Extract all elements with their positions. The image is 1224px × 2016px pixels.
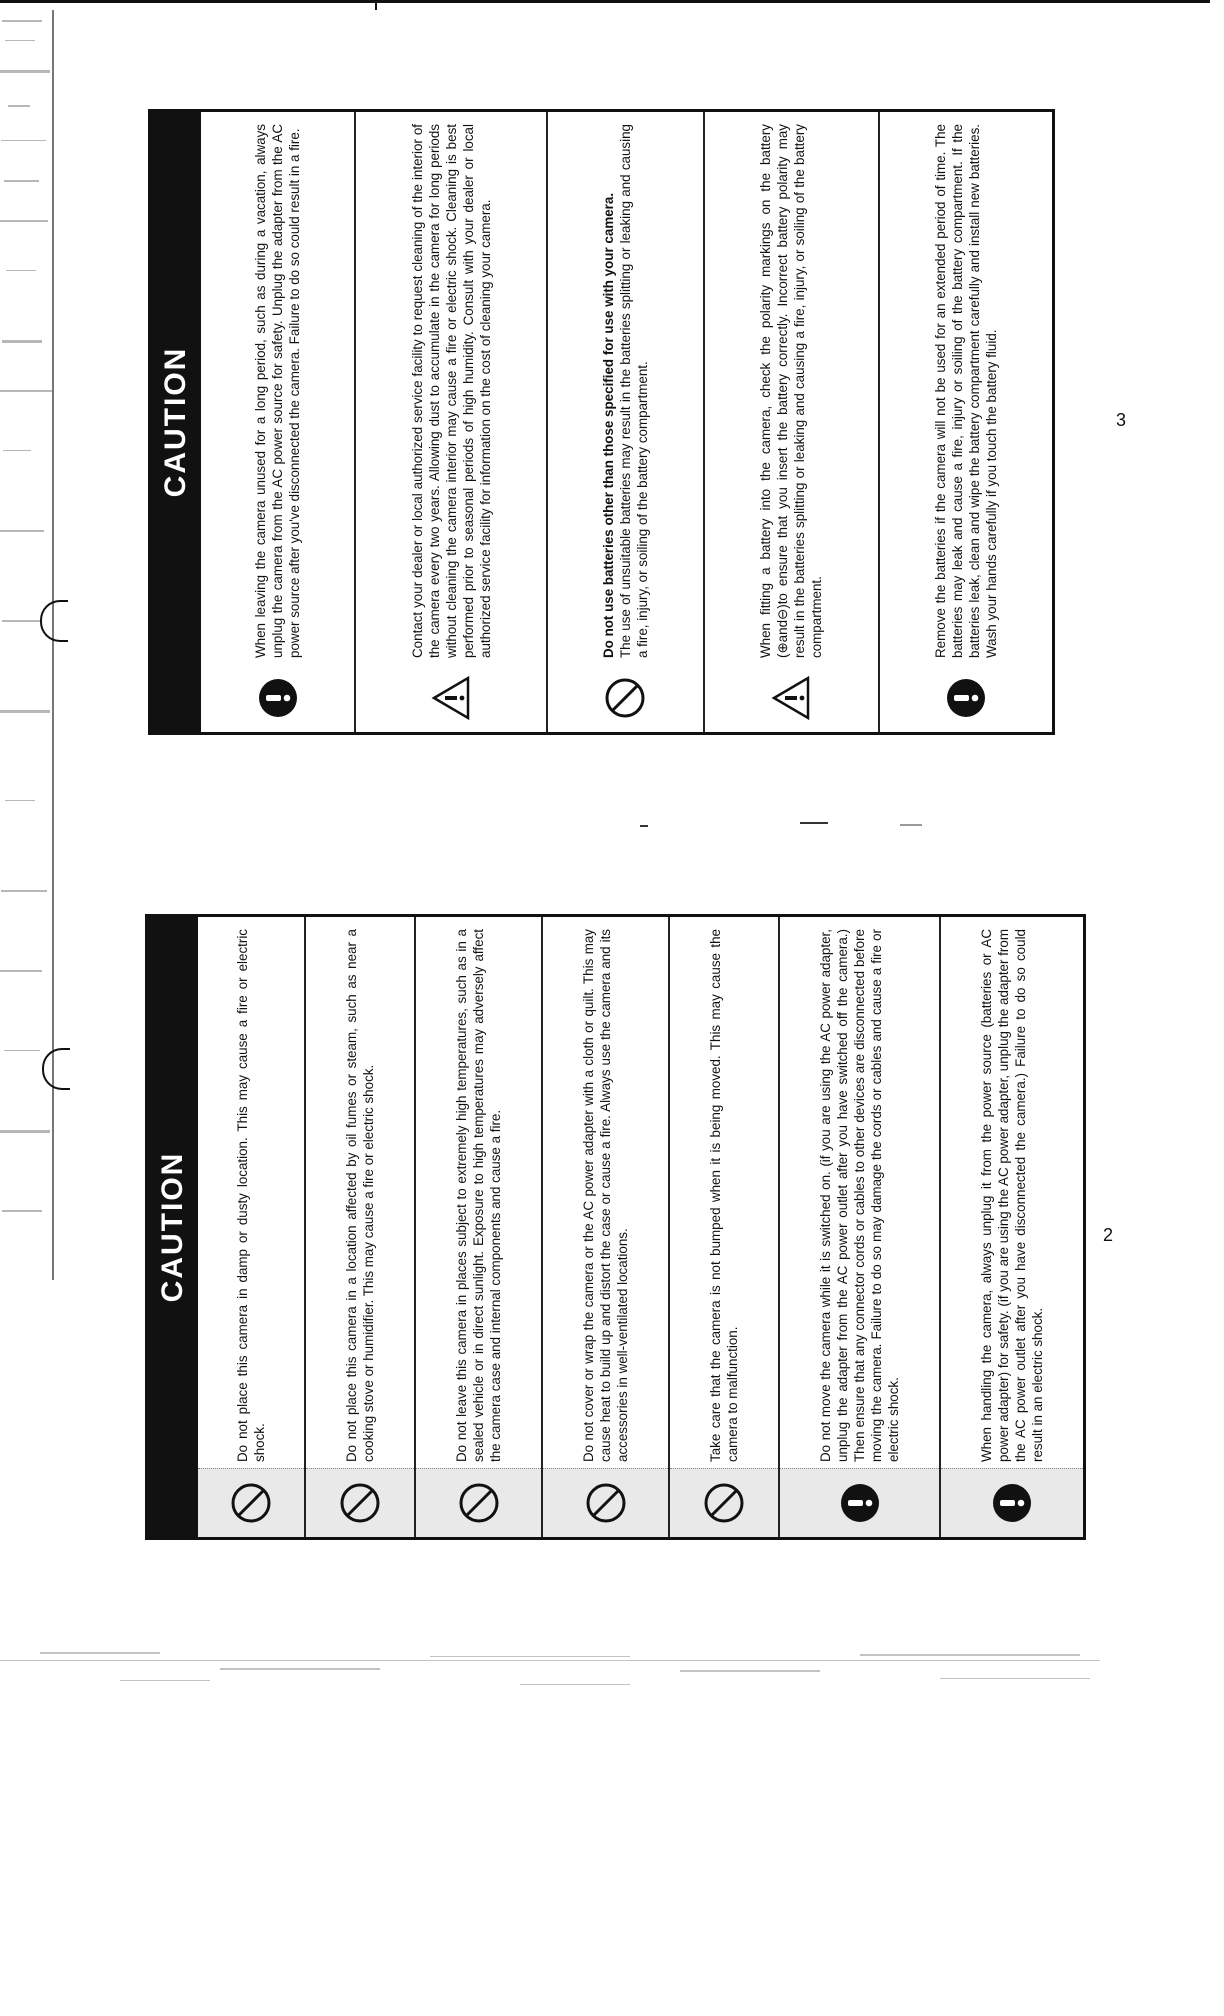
caution-text — [242, 112, 313, 664]
prohibition-icon — [603, 676, 647, 720]
caution-body-text: When leaving the camera unused for a long period, such as during a vacation, always unplug the camera from the AC power source for safety. Unplug the adapter from the AC power source after you've disconnected the camera. Failure to do so could result in a fire. — [253, 124, 303, 658]
caution-box — [145, 914, 1086, 1540]
caution-body-text: Do not move the camera while it is switched on. (if you are using the AC power adapter, unplug the adapter from the AC power outlet after you have switched off the camera.) Then ensure that any connector cords or cables to other devices are disconnected before moving the camera. Failure to do so may damage the cords or cables and cause a fire or electric shock. — [818, 929, 901, 1462]
mandatory-action-icon — [945, 677, 987, 719]
caution-text — [968, 917, 1056, 1468]
prohibition-icon — [548, 664, 703, 732]
right-manual-page — [148, 100, 1053, 735]
caution-text — [570, 917, 641, 1468]
caution-text — [590, 112, 661, 664]
caution-item — [198, 917, 304, 1537]
caution-text — [333, 917, 387, 1468]
caution-item — [939, 917, 1083, 1537]
top-border-tick — [375, 0, 377, 10]
caution-text — [224, 917, 278, 1468]
caution-body-text: Do not place this camera in damp or dusty location. This may cause a fire or electric shock. — [235, 929, 267, 1462]
prohibition-icon — [306, 1468, 414, 1537]
page-number: 3 — [1116, 410, 1127, 430]
mandatory-action-icon — [880, 664, 1052, 732]
prohibition-icon — [457, 1481, 501, 1525]
warning-triangle-icon — [356, 664, 545, 732]
prohibition-icon — [670, 1468, 778, 1537]
caution-text — [399, 112, 504, 664]
warning-triangle-icon — [431, 675, 471, 721]
caution-text — [443, 917, 514, 1468]
caution-text — [807, 917, 912, 1468]
prohibition-icon — [416, 1468, 541, 1537]
prohibition-icon — [584, 1481, 628, 1525]
prohibition-icon — [338, 1481, 382, 1525]
top-border-line — [0, 0, 1210, 3]
warning-triangle-icon — [705, 664, 877, 732]
caution-body-text: When fitting a battery into the camera, check the polarity markings on the battery (⊕and⊖)to ensure that you insert the battery correctly. Incorrect battery polarity may result in the batteries splitting or leaking and causing a fire, injury, or soiling of the battery compartment. — [758, 124, 825, 658]
prohibition-icon — [543, 1468, 668, 1537]
caution-box — [148, 109, 1055, 735]
warning-triangle-icon — [771, 675, 811, 721]
mandatory-action-icon — [941, 1468, 1083, 1537]
mandatory-action-icon — [780, 1468, 939, 1537]
scan-mark — [640, 825, 648, 827]
caution-item — [703, 112, 877, 732]
caution-item — [878, 112, 1052, 732]
caution-item — [541, 917, 668, 1537]
caution-item — [304, 917, 414, 1537]
scan-noise-left — [0, 10, 60, 1280]
caution-heading: CAUTION — [148, 917, 198, 1537]
caution-body-text: Take care that the camera is not bumped when it is being moved. This may cause the camera to malfunction. — [708, 929, 740, 1462]
mandatory-action-icon — [257, 677, 299, 719]
caution-item — [778, 917, 939, 1537]
caution-body-text: Do not leave this camera in places subject to extremely high temperatures, such as in a sealed vehicle or in direct sunlight. Exposure to high temperatures may adversely affect the camera case and internal components and cause a fire. — [454, 929, 503, 1462]
caution-body-text: Do not cover or wrap the camera or the AC power adapter with a cloth or quilt. This may cause heat to build up and distort the case or cause a fire. Always use the camera and its accessories in well-ventilated locations. — [581, 929, 630, 1462]
caution-item — [546, 112, 703, 732]
scan-mark — [800, 822, 828, 824]
caution-item — [668, 917, 778, 1537]
caution-body-text: The use of unsuitable batteries may result in the batteries splitting or leaking and causing a fire, injury, or soiling of the battery compartment. — [617, 124, 650, 658]
caution-text — [697, 917, 751, 1468]
caution-item — [414, 917, 541, 1537]
caution-text — [747, 112, 835, 664]
caution-heading: CAUTION — [151, 112, 201, 732]
mandatory-action-icon — [991, 1482, 1033, 1524]
mandatory-action-icon — [201, 664, 354, 732]
caution-item — [354, 112, 545, 732]
caution-item — [201, 112, 354, 732]
prohibition-icon — [229, 1481, 273, 1525]
mandatory-action-icon — [839, 1482, 881, 1524]
left-manual-page — [145, 905, 1080, 1540]
caution-body-text: Remove the batteries if the camera will not be used for an extended period of time. The batteries may leak and cause a fire, injury or soiling of the battery compartment. If the batteries leak, clean and wipe the battery compartment carefully and install new batteries. Wash your hands carefully if you touch the battery fluid. — [932, 124, 999, 658]
caution-bold-text: Do not use batteries other than those specified for use with your camera. — [600, 192, 616, 658]
page-number: 2 — [1103, 1225, 1114, 1245]
caution-body-text: When handling the camera, always unplug it from the power source (batteries or AC power adapter) for safety. (if you are using the AC power adapter, unplug the adapter from the AC power outlet after you have disconnected the camera.) Failure to do so could result in an electric shock. — [979, 929, 1045, 1462]
caution-text — [922, 112, 1010, 664]
prohibition-icon — [198, 1468, 304, 1537]
scan-mark — [900, 824, 922, 826]
prohibition-icon — [702, 1481, 746, 1525]
caution-body-text: Contact your dealer or local authorized service facility to request cleaning of the interior of the camera every two years. Allowing dust to accumulate in the camera for long periods without cleaning the camera interior may cause a fire or electric shock. Cleaning is best performed prior to seasonal periods of high humidity. Consult with your dealer or local authorized service facility for information on the cost of cleaning your camera. — [409, 124, 493, 658]
scan-noise-bottom — [0, 1640, 1120, 1700]
caution-body-text: Do not place this camera in a location affected by oil fumes or steam, such as near a cooking stove or humidifier. This may cause a fire or electric shock. — [344, 929, 376, 1462]
